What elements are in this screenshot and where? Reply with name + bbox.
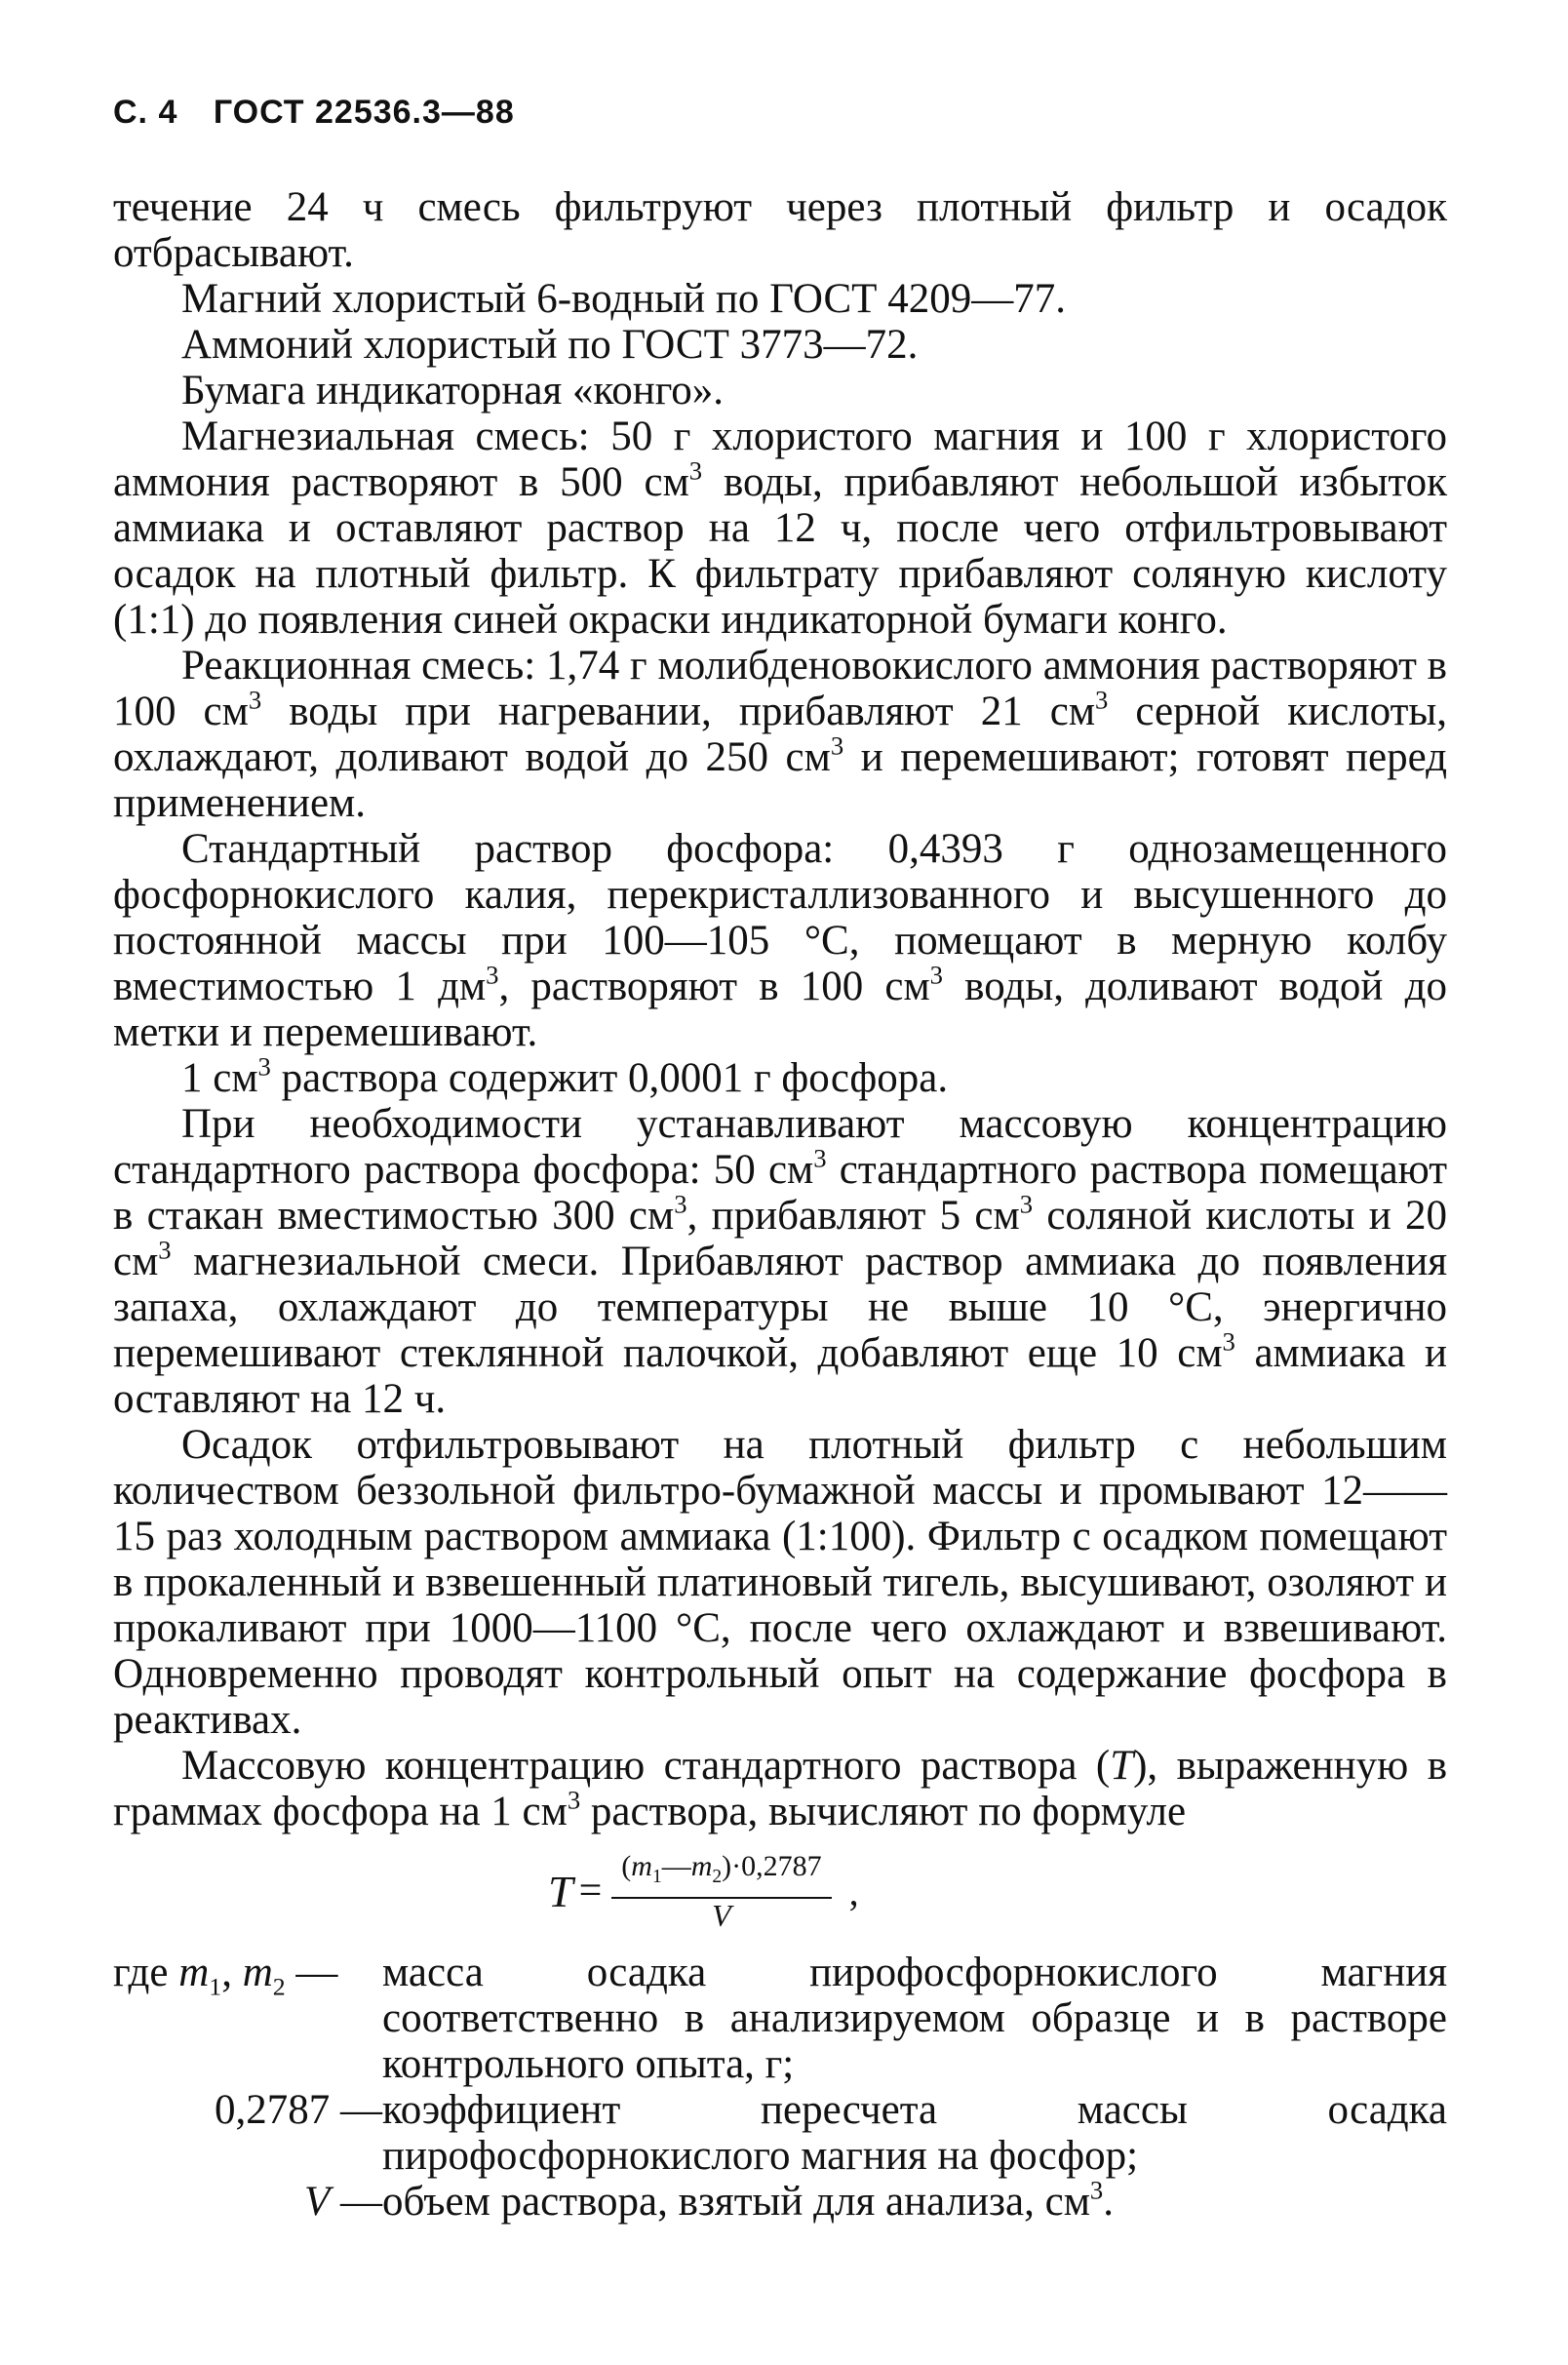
paragraph: Аммоний хлористый по ГОСТ 3773—72. bbox=[181, 322, 919, 368]
legend-description: масса осадка пирофосфорнокислого магния соответственно в анализируемом образце и в растворе контрольного опыта, г; bbox=[382, 1950, 1447, 2087]
formula-denominator: V bbox=[712, 1898, 731, 1933]
standard-code: ГОСТ 22536.3—88 bbox=[213, 94, 515, 131]
legend-item bbox=[113, 1950, 1447, 2087]
formula-block bbox=[113, 1846, 1447, 1936]
legend-term: V — bbox=[303, 2179, 382, 2225]
paragraph: Бумага индикаторная «конго». bbox=[181, 368, 725, 414]
legend-description: коэффициент пересчета массы осадка пирофосфорнокислого магния на фосфор; bbox=[382, 2087, 1447, 2179]
paragraph-precipitate: Осадок отфильтровывают на плотный фильтр с небольшим количеством беззольной фильтро-бумажной массы и промывают 12——15 раз холодным раствором аммиака (1:100). Фильтр с осадком помещают в прокаленный и взвешенный платиновый тигель, высушивают, озоляют и прокаливают при 1000—1100 °С, после чего охлаждают и взвешивают. Одновременно проводят контрольный опыт на содержание фосфора в реактивах. bbox=[113, 1422, 1447, 1743]
document-body bbox=[113, 184, 1447, 1834]
paragraph: течение 24 ч смесь фильтруют через плотный фильтр и осадок отбрасывают. bbox=[113, 184, 1447, 276]
formula-comma: , bbox=[848, 1869, 859, 1913]
formula-numerator: $(m_1—m_2)\cdot 0,2787$ bbox=[611, 1850, 831, 1899]
formula bbox=[548, 1846, 859, 1936]
formula-equals: = bbox=[578, 1869, 603, 1913]
paragraph-magnesia-mixture: Магнезиальная смесь: 50 г хлористого магния и 100 г хлористого аммония растворяют в 500 $см^3$ воды, прибавляют небольшой избыток аммиака и оставляют раствор на 12 ч, после чего отфильтровывают осадок на плотный фильтр. К фильтрату прибавляют соляную кислоту (1:1) до появления синей окраски индикаторной бумаги конго. bbox=[113, 414, 1447, 643]
paragraph-reaction-mixture: Реакционная смесь: 1,74 г молибденовокислого аммония растворяют в 100 $см^3$ воды при нагревании, прибавляют 21 $см^3$ серной кислоты, охлаждают, доливают водой до 250 $см^3$ и перемешивают; готовят перед применением. bbox=[113, 643, 1447, 826]
formula-fraction bbox=[611, 1850, 831, 1932]
legend-term: где $m_1$, $m_2$ — bbox=[113, 1950, 338, 2001]
legend-description: объем раствора, взятый для анализа, $см^3$. bbox=[382, 2175, 1114, 2225]
paragraph-formula-intro: Массовую концентрацию стандартного раствора (Т), выраженную в граммах фосфора на 1 $см^3$ раствора, вычисляют по формуле bbox=[113, 1743, 1447, 1834]
page-header bbox=[113, 94, 1447, 132]
paragraph: Магний хлористый 6-водный по ГОСТ 4209—77. bbox=[181, 276, 1066, 322]
paragraph-standard-solution: Стандартный раствор фосфора: 0,4393 г однозамещенного фосфорнокислого калия, перекристаллизованного и высушенного до постоянной массы при 100—105 °С, помещают в мерную колбу вместимостью 1 $дм^3$, растворяют в 100 $см^3$ воды, доливают водой до метки и перемешивают. bbox=[113, 826, 1447, 1055]
page-number: С. 4 bbox=[113, 94, 178, 131]
paragraph-concentration-setting: При необходимости устанавливают массовую концентрацию стандартного раствора фосфора: 50 $см^3$ стандартного раствора помещают в стакан вместимостью 300 $см^3$, прибавляют 5 $см^3$ соляной кислоты и 20 $см^3$ магнезиальной смеси. Прибавляют раствор аммиака до появления запаха, охлаждают до температуры не выше 10 °С, энергично перемешивают стеклянной палочкой, добавляют еще 10 $см^3$ аммиака и оставляют на 12 ч. bbox=[113, 1101, 1448, 1422]
formula-legend bbox=[113, 1950, 1447, 2225]
legend-term: 0,2787 — bbox=[215, 2087, 382, 2133]
legend-item bbox=[113, 2087, 1447, 2179]
document-page bbox=[113, 94, 1447, 2225]
legend-item bbox=[113, 2175, 1447, 2225]
paragraph-phosphorus-content: 1 $см^3$ раствора содержит 0,0001 г фосфора. bbox=[181, 1051, 949, 1101]
formula-lhs: T bbox=[548, 1866, 573, 1916]
